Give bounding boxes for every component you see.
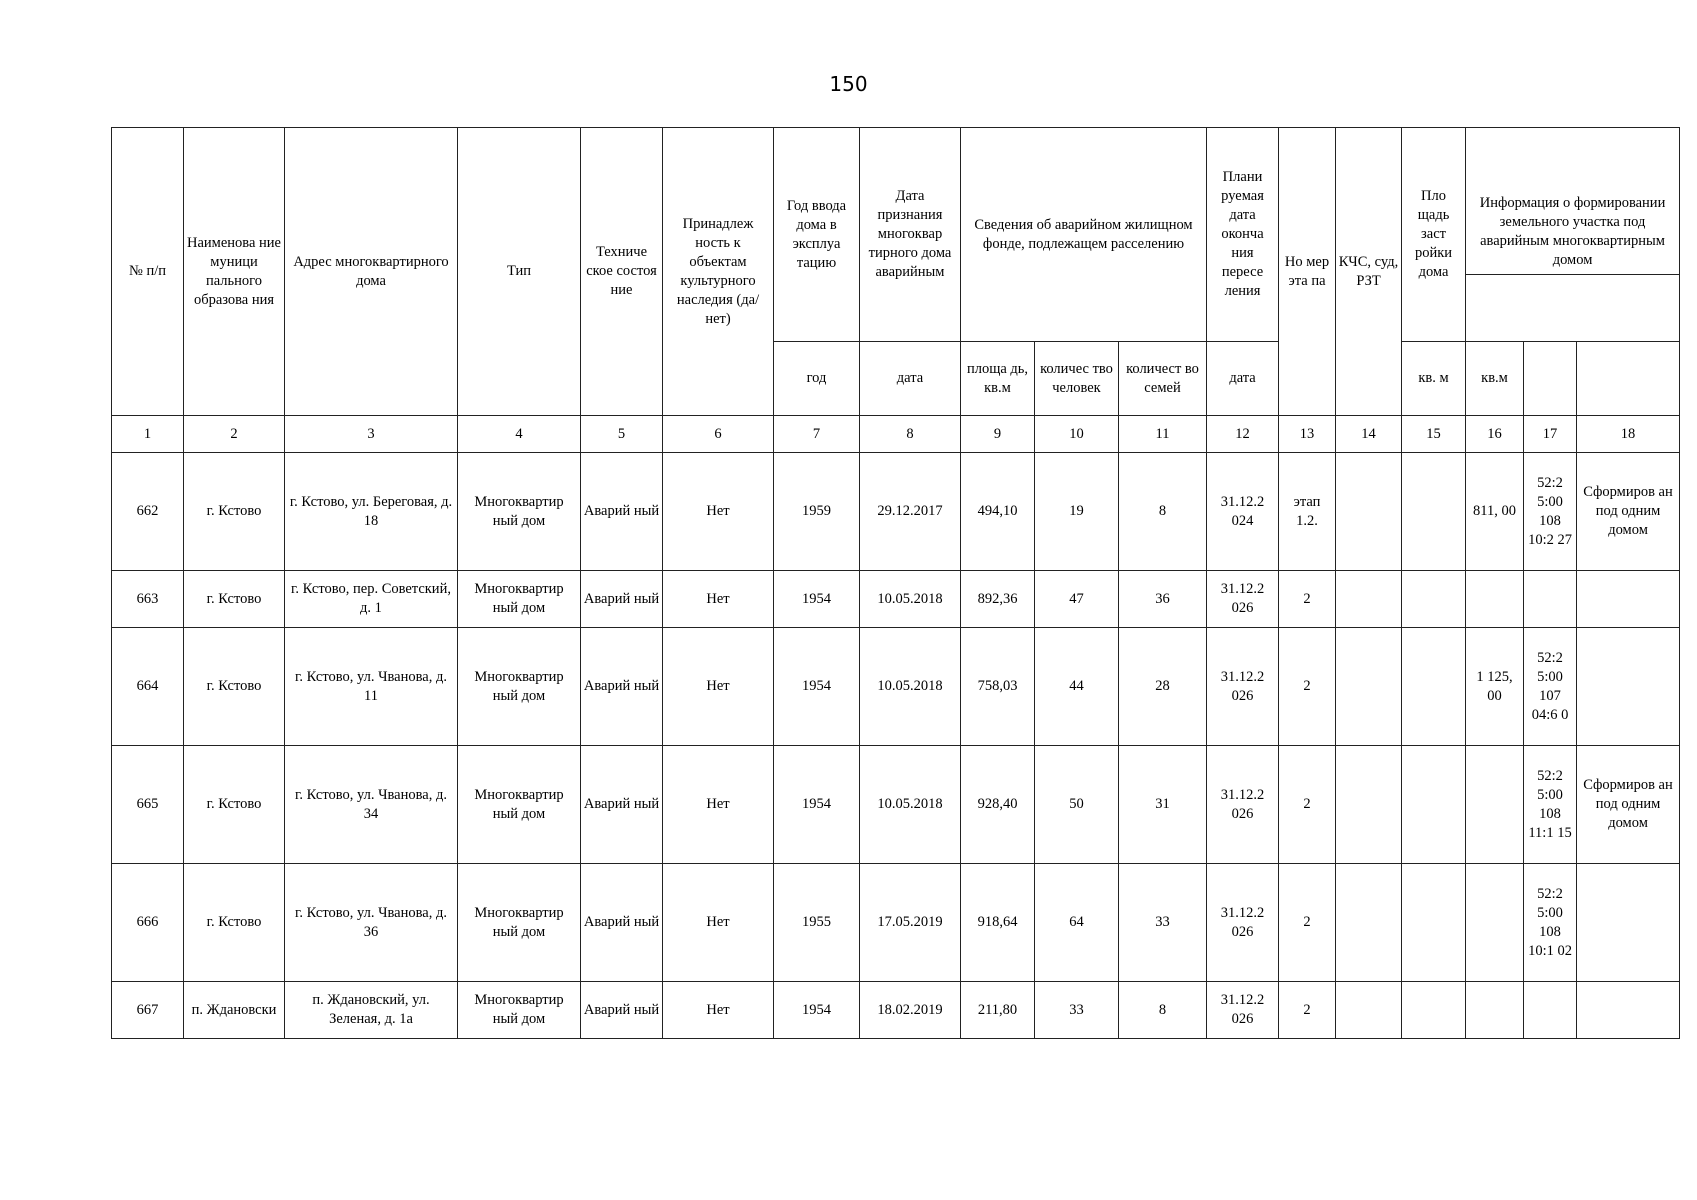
type-cell: Многоквартир ный дом: [458, 864, 581, 982]
header-cadastre-spacer: [1524, 342, 1577, 416]
column-number: 5: [581, 416, 663, 453]
header-address: Адрес многоквартирного дома: [285, 128, 458, 416]
heritage-cell: Нет: [663, 571, 774, 628]
row-number: 665: [112, 746, 184, 864]
date-cell: 10.05.2018: [860, 628, 961, 746]
land-area-cell: [1466, 864, 1524, 982]
cadastre-cell: 52:2 5:00 108 10:1 02: [1524, 864, 1577, 982]
land-char-cell: [1577, 571, 1680, 628]
area-cell: 918,64: [961, 864, 1035, 982]
kchs-cell: [1336, 571, 1402, 628]
year-cell: 1954: [774, 746, 860, 864]
header-date-sub: дата: [860, 342, 961, 416]
table-row: [112, 864, 1680, 982]
municipality-cell: г. Кстово: [184, 746, 285, 864]
year-cell: 1954: [774, 628, 860, 746]
building-area-cell: [1402, 453, 1466, 571]
state-cell: Аварий ный: [581, 571, 663, 628]
row-number: 663: [112, 571, 184, 628]
heritage-cell: Нет: [663, 628, 774, 746]
kchs-cell: [1336, 628, 1402, 746]
heritage-cell: Нет: [663, 864, 774, 982]
header-building-area: Пло щадь заст ройки дома: [1402, 128, 1466, 342]
land-area-cell: [1466, 746, 1524, 864]
land-char-cell: [1577, 628, 1680, 746]
cadastre-cell: 52:2 5:00 107 04:6 0: [1524, 628, 1577, 746]
column-number: 12: [1207, 416, 1279, 453]
families-cell: 8: [1119, 982, 1207, 1039]
building-area-cell: [1402, 982, 1466, 1039]
people-cell: 50: [1035, 746, 1119, 864]
header-area-sub: площа дь, кв.м: [961, 342, 1035, 416]
heritage-cell: Нет: [663, 746, 774, 864]
type-cell: Многоквартир ный дом: [458, 746, 581, 864]
header-technical-state: Техниче ское состоя ние: [581, 128, 663, 416]
row-number: 666: [112, 864, 184, 982]
header-land-char-spacer: [1577, 342, 1680, 416]
column-number-row: [112, 416, 1680, 453]
column-number: 18: [1577, 416, 1680, 453]
land-char-cell: Сформиров ан под одним домом: [1577, 453, 1680, 571]
column-number: 13: [1279, 416, 1336, 453]
column-number: 7: [774, 416, 860, 453]
building-area-cell: [1402, 864, 1466, 982]
land-area-cell: [1466, 982, 1524, 1039]
column-number: 14: [1336, 416, 1402, 453]
header-land-plot-group: [1466, 128, 1680, 342]
address-cell: г. Кстово, ул. Чванова, д. 36: [285, 864, 458, 982]
header-building-area-unit: кв. м: [1402, 342, 1466, 416]
date-cell: 10.05.2018: [860, 746, 961, 864]
address-cell: п. Ждановский, ул. Зеленая, д. 1а: [285, 982, 458, 1039]
families-cell: 31: [1119, 746, 1207, 864]
people-cell: 44: [1035, 628, 1119, 746]
table-row: [112, 571, 1680, 628]
date-cell: 18.02.2019: [860, 982, 961, 1039]
stage-cell: 2: [1279, 746, 1336, 864]
stage-cell: 2: [1279, 571, 1336, 628]
plan-date-cell: 31.12.2 026: [1207, 746, 1279, 864]
column-number: 15: [1402, 416, 1466, 453]
row-number: 662: [112, 453, 184, 571]
cadastre-cell: 52:2 5:00 108 10:2 27: [1524, 453, 1577, 571]
building-area-cell: [1402, 628, 1466, 746]
kchs-cell: [1336, 746, 1402, 864]
column-number: 17: [1524, 416, 1577, 453]
column-number: 8: [860, 416, 961, 453]
plan-date-cell: 31.12.2 024: [1207, 453, 1279, 571]
kchs-cell: [1336, 864, 1402, 982]
date-cell: 17.05.2019: [860, 864, 961, 982]
state-cell: Аварий ный: [581, 628, 663, 746]
table-row: [112, 453, 1680, 571]
land-char-cell: [1577, 864, 1680, 982]
header-planned-date: Плани руемая дата оконча ния пересе ления: [1207, 128, 1279, 342]
column-number: 16: [1466, 416, 1524, 453]
land-plot-group-title: Информация о формировании земельного участка под аварийным многоквартирным домом: [1466, 194, 1679, 275]
people-cell: 19: [1035, 453, 1119, 571]
header-people-sub: количес тво человек: [1035, 342, 1119, 416]
year-cell: 1954: [774, 982, 860, 1039]
address-cell: г. Кстово, ул. Чванова, д. 34: [285, 746, 458, 864]
stage-cell: 2: [1279, 982, 1336, 1039]
table-row: [112, 628, 1680, 746]
header-families-sub: количест во семей: [1119, 342, 1207, 416]
page-number: 150: [829, 72, 868, 96]
plan-date-cell: 31.12.2 026: [1207, 571, 1279, 628]
municipality-cell: г. Кстово: [184, 453, 285, 571]
header-plan-date-sub: дата: [1207, 342, 1279, 416]
header-number: № п/п: [112, 128, 184, 416]
families-cell: 8: [1119, 453, 1207, 571]
column-number: 2: [184, 416, 285, 453]
year-cell: 1955: [774, 864, 860, 982]
year-cell: 1959: [774, 453, 860, 571]
address-cell: г. Кстово, пер. Советский, д. 1: [285, 571, 458, 628]
kchs-cell: [1336, 982, 1402, 1039]
column-number: 9: [961, 416, 1035, 453]
families-cell: 28: [1119, 628, 1207, 746]
land-area-cell: [1466, 571, 1524, 628]
land-area-cell: 1 125, 00: [1466, 628, 1524, 746]
heritage-cell: Нет: [663, 453, 774, 571]
column-number: 3: [285, 416, 458, 453]
families-cell: 33: [1119, 864, 1207, 982]
address-cell: г. Кстово, ул. Береговая, д. 18: [285, 453, 458, 571]
header-heritage: Принадлеж ность к объектам культурного наследия (да/нет): [663, 128, 774, 416]
state-cell: Аварий ный: [581, 453, 663, 571]
building-area-cell: [1402, 746, 1466, 864]
type-cell: Многоквартир ный дом: [458, 571, 581, 628]
header-stage: Но мер эта па: [1279, 128, 1336, 416]
cadastre-cell: [1524, 982, 1577, 1039]
cadastre-cell: 52:2 5:00 108 11:1 15: [1524, 746, 1577, 864]
area-cell: 892,36: [961, 571, 1035, 628]
people-cell: 47: [1035, 571, 1119, 628]
row-number: 667: [112, 982, 184, 1039]
header-resettlement-group: Сведения об аварийном жилищном фонде, подлежащем расселению: [961, 128, 1207, 342]
state-cell: Аварий ный: [581, 746, 663, 864]
table-row: [112, 982, 1680, 1039]
column-number: 10: [1035, 416, 1119, 453]
column-number: 11: [1119, 416, 1207, 453]
people-cell: 33: [1035, 982, 1119, 1039]
plan-date-cell: 31.12.2 026: [1207, 982, 1279, 1039]
cadastre-cell: [1524, 571, 1577, 628]
type-cell: Многоквартир ный дом: [458, 982, 581, 1039]
area-cell: 928,40: [961, 746, 1035, 864]
municipality-cell: п. Ждановски: [184, 982, 285, 1039]
state-cell: Аварий ный: [581, 982, 663, 1039]
table-row: [112, 746, 1680, 864]
header-commission-year: Год ввода дома в эксплуа тацию: [774, 128, 860, 342]
header-land-area-unit: кв.м: [1466, 342, 1524, 416]
column-number: 4: [458, 416, 581, 453]
column-number: 1: [112, 416, 184, 453]
plan-date-cell: 31.12.2 026: [1207, 628, 1279, 746]
heritage-cell: Нет: [663, 982, 774, 1039]
families-cell: 36: [1119, 571, 1207, 628]
land-char-cell: Сформиров ан под одним домом: [1577, 746, 1680, 864]
year-cell: 1954: [774, 571, 860, 628]
type-cell: Многоквартир ный дом: [458, 453, 581, 571]
stage-cell: 2: [1279, 864, 1336, 982]
kchs-cell: [1336, 453, 1402, 571]
row-number: 664: [112, 628, 184, 746]
state-cell: Аварий ный: [581, 864, 663, 982]
area-cell: 494,10: [961, 453, 1035, 571]
people-cell: 64: [1035, 864, 1119, 982]
municipality-cell: г. Кстово: [184, 571, 285, 628]
header-recognition-date: Дата признания многоквар тирного дома аварийным: [860, 128, 961, 342]
emergency-housing-table: [111, 127, 1680, 1039]
building-area-cell: [1402, 571, 1466, 628]
stage-cell: этап 1.2.: [1279, 453, 1336, 571]
land-char-cell: [1577, 982, 1680, 1039]
date-cell: 10.05.2018: [860, 571, 961, 628]
municipality-cell: г. Кстово: [184, 628, 285, 746]
header-municipality: Наименова ние муници пального образова ния: [184, 128, 285, 416]
stage-cell: 2: [1279, 628, 1336, 746]
header-type: Тип: [458, 128, 581, 416]
date-cell: 29.12.2017: [860, 453, 961, 571]
address-cell: г. Кстово, ул. Чванова, д. 11: [285, 628, 458, 746]
area-cell: 758,03: [961, 628, 1035, 746]
column-number: 6: [663, 416, 774, 453]
land-area-cell: 811, 00: [1466, 453, 1524, 571]
plan-date-cell: 31.12.2 026: [1207, 864, 1279, 982]
header-kchs: КЧС, суд, РЗТ: [1336, 128, 1402, 416]
municipality-cell: г. Кстово: [184, 864, 285, 982]
header-year-sub: год: [774, 342, 860, 416]
area-cell: 211,80: [961, 982, 1035, 1039]
type-cell: Многоквартир ный дом: [458, 628, 581, 746]
